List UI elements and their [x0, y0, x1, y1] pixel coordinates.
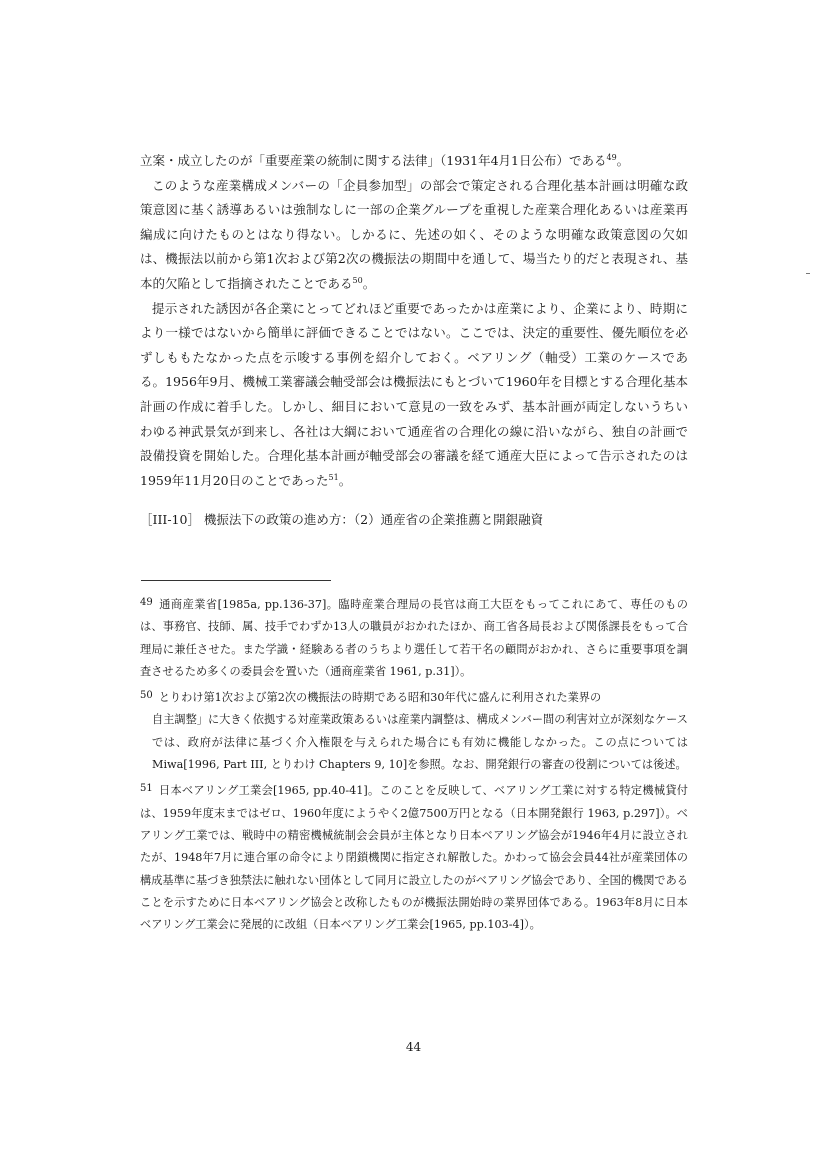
footnote-49	[140, 592, 688, 683]
paragraph-3-text: 提示された誘因が各企業にとってどれほど重要であったかは産業により、企業により、時期により一様ではないから簡単に評価できることではない。ここでは、決定的重要性、優先順位を必ずしももたなかった点を示唆する事例を紹介しておく。ベアリング（軸受）工業のケースである。1956年9月、機械工業審議会軸受部会は機振法にもとづいて1960年を目標とする合理化基本計画の作成に着手した。しかし、細目において意見の一致をみず、基本計画が両定しないうちいわゆる神武景気が到来し、各社は大綱において通産省の合理化の線に沿いながら、独自の計画で設備投資を開始した。合理化基本計画が軸受部会の審議を経て通産大臣によって告示されたのは1959年11月20日のことであった	[140, 300, 688, 488]
page-number: 44	[405, 1040, 422, 1054]
footnote-50	[140, 685, 688, 776]
footnote-ref-51[interactable]: 51	[328, 472, 339, 482]
footnote-text: 日本ベアリング工業会[1965, pp.40-41]。このことを反映して、ベアリング工業に対する特定機械貸付は、1959年度末まではゼロ、1960年度にようやく2億7500万円となる（日本開発銀行 1963, p.297]）。ベアリング工業では、戦時中の精密機械統制会会員が主体となり日本ベアリング協会が1946年4月に設立されたが、1948年7月に連合軍の命令により閉鎖機関に指定され解散した。かわって協会会員44社が産業団体の構成基準に基づき独禁法に触れない団体として同月に設立したのがベアリング協会であり、全国的機関であることを示すために日本ベアリング協会と改称したものが機振法開始時の業界団体である。1963年8月に日本ベアリング工業会に発展的に改組（日本ベアリング工業会[1965, pp.103-4]）。	[140, 784, 688, 932]
footnote-ref-50[interactable]: 50	[352, 275, 363, 285]
paragraph-2-text: このような産業構成メンバーの「企員参加型」の部会で策定される合理化基本計画は明確な政策意図に基く誘導あるいは強制なしに一部の企業グループを重視した産業合理化あるいは産業再編成に向けたものとはなり得ない。しかるに、先述の如く、そのような明確な政策意図の欠如は、機振法以前から第1次および第2次の機振法の期間中を通して、場当たり的だと表現され、基本的欠陥として指摘されたことである	[140, 177, 688, 291]
footnote-number: 49	[140, 597, 153, 608]
footnote-text: 通商産業省[1985a, pp.136-37]。臨時産業合理局の長官は商工大臣をもってこれにあて、専任のものは、事務官、技師、属、技手でわずか13人の職員がおかれたほか、商工省各局長および関係課長をもって合理局に兼任させた。また学識・経験ある者のうちより選任して若干名の顧問がおかれ、さらに重要事項を調査させるため多くの委員会を置いた（通商産業省 1961, p.31]）。	[140, 598, 688, 678]
paragraph-1-text: 立案・成立したのが「重要産業の統制に関する法律」（1931年4月1日公布）である	[140, 153, 607, 168]
footnote-text-continued: 自主調整」に大きく依拠する対産業政策あるいは産業内調整は、構成メンバー間の利害対立が深刻なケースでは、政府が法律に基づく介入権限を与えられた場合にも有効に機能しなかった。この点については Miwa[1996, Part III, とりわけ Chapters 9, 10]を参照。なお、開発銀行の審査の役割については後述。	[152, 713, 688, 772]
paragraph-1: 立案・成立したのが「重要産業の統制に関する法律」（1931年4月1日公布）である$^{49}$。	[140, 153, 630, 168]
footnote-number: 50	[140, 690, 153, 702]
paragraph-3: 提示された誘因が各企業にとってどれほど重要であったかは産業により、企業により、時期により一様ではないから簡単に評価できることではない。ここでは、決定的重要性、優先順位を必ずしももたなかった点を示唆する事例を紹介しておく。ベアリング（軸受）工業のケースである。1956年9月、機械工業審議会軸受部会は機振法にもとづいて1960年を目標とする合理化基本計画の作成に着手した。しかし、細目において意見の一致をみず、基本計画が両定しないうちいわゆる神武景気が到来し、各社は大綱において通産省の合理化の線に沿いながら、独自の計画で設備投資を開始した。合理化基本計画が軸受部会の審議を経て通産大臣によって告示されたのは1959年11月20日のことであった$^{51}$。	[140, 300, 688, 488]
footnote-number: 51	[140, 783, 153, 795]
footnote-ref-49[interactable]: 49	[606, 153, 617, 162]
section-heading: ［III-10］ 機振法下の政策の進め方：（2）通産省の企業推薦と開銀融資	[140, 512, 544, 527]
margin-mark	[806, 273, 810, 274]
footnote-text: とりわけ第1次および第2次の機振法の時期である昭和30年代に盛んに利用された業界の	[158, 691, 602, 705]
body-text	[140, 149, 688, 493]
footnotes	[140, 592, 688, 938]
footnote-51	[140, 778, 688, 936]
paragraph-2: このような産業構成メンバーの「企員参加型」の部会で策定される合理化基本計画は明確な政策意図に基く誘導あるいは強制なしに一部の企業グループを重視した産業合理化あるいは産業再編成に向けたものとはなり得ない。しかるに、先述の如く、そのような明確な政策意図の欠如は、機振法以前から第1次および第2次の機振法の期間中を通して、場当たり的だと表現され、基本的欠陥として指摘されたことである$^{50}$。	[140, 177, 688, 291]
footnote-divider	[141, 580, 331, 581]
